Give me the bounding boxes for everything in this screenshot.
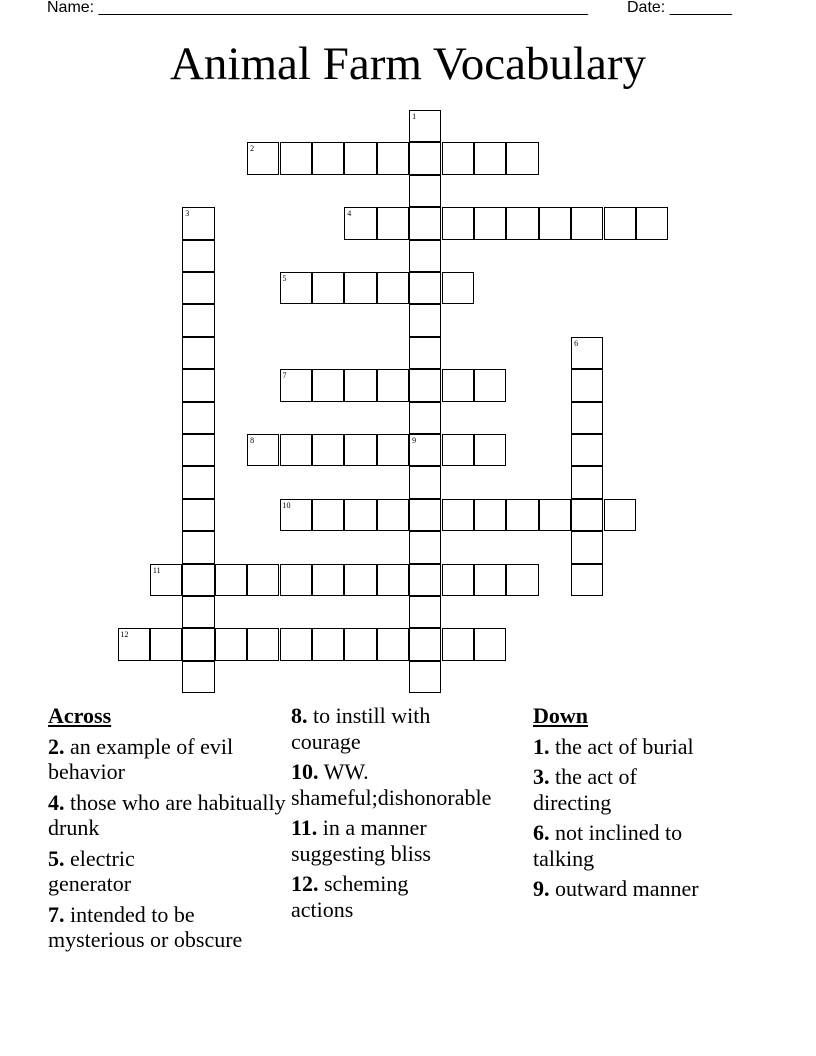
cell-number: 2 — [250, 144, 255, 154]
grid-cell[interactable] — [182, 402, 214, 434]
grid-cell[interactable] — [150, 628, 182, 660]
clue-across-4 — [48, 790, 288, 841]
grid-cell[interactable] — [280, 434, 312, 466]
grid-cell[interactable] — [571, 402, 603, 434]
cell-number: 12 — [120, 630, 129, 640]
cell-number: 6 — [574, 338, 579, 348]
grid-cell[interactable] — [571, 369, 603, 401]
grid-cell[interactable] — [344, 434, 376, 466]
grid-cell[interactable] — [182, 661, 214, 693]
grid-cell[interactable] — [506, 564, 538, 596]
clue-text: intended to be mysterious or obscure — [48, 901, 243, 952]
cell-number: 9 — [412, 436, 417, 445]
grid-cell[interactable] — [344, 499, 376, 531]
clue-number: 2. — [48, 733, 65, 759]
grid-cell[interactable] — [247, 142, 279, 174]
clue-text: in a manner suggesting bliss — [291, 815, 431, 866]
grid-cell[interactable] — [442, 628, 474, 660]
clue-number: 1. — [533, 733, 550, 759]
grid-cell[interactable] — [506, 499, 538, 531]
grid-cell[interactable] — [442, 272, 474, 304]
grid-cell[interactable] — [409, 369, 441, 401]
grid-cell[interactable] — [604, 499, 636, 531]
clue-text: not inclined to talking — [533, 820, 683, 871]
clue-text: scheming actions — [291, 871, 409, 922]
date-blank: _______ — [669, 0, 732, 16]
clue-text: those who are habitually drunk — [48, 789, 286, 840]
grid-cell[interactable] — [474, 499, 506, 531]
grid-cell[interactable] — [182, 499, 214, 531]
grid-cell[interactable] — [344, 272, 376, 304]
grid-cell[interactable] — [539, 499, 571, 531]
clue-number: 10. — [291, 759, 319, 784]
clue-across-5 — [48, 846, 198, 897]
grid-cell[interactable] — [474, 628, 506, 660]
grid-cell[interactable] — [247, 564, 279, 596]
grid-cell[interactable] — [409, 499, 441, 531]
grid-cell[interactable] — [182, 564, 214, 596]
across-heading: Across — [48, 703, 112, 728]
clue-down-6 — [533, 820, 723, 871]
grid-cell[interactable] — [604, 207, 636, 239]
clue-number: 9. — [533, 876, 550, 901]
clue-text: the act of burial — [555, 733, 694, 759]
grid-cell[interactable] — [409, 596, 441, 628]
grid-cell[interactable] — [409, 628, 441, 660]
grid-cell[interactable] — [442, 142, 474, 174]
grid-cell[interactable] — [312, 434, 344, 466]
grid-cell[interactable] — [150, 564, 182, 596]
grid-cell[interactable] — [409, 564, 441, 596]
clue-number: 5. — [48, 845, 65, 871]
name-blank: _______________________________________________________ — [98, 0, 588, 16]
clue-across-8 — [291, 703, 491, 754]
cell-number: 5 — [282, 274, 287, 283]
grid-cell[interactable] — [409, 240, 441, 272]
cell-number: 11 — [152, 565, 161, 575]
grid-cell[interactable] — [506, 207, 538, 239]
across-column-2 — [291, 703, 531, 927]
grid-cell[interactable] — [474, 207, 506, 239]
grid-cell[interactable] — [409, 175, 441, 207]
grid-cell[interactable] — [344, 142, 376, 174]
grid-cell[interactable] — [312, 142, 344, 174]
grid-cell[interactable] — [182, 240, 214, 272]
grid-cell[interactable] — [409, 466, 441, 498]
name-label: Name: — [47, 0, 95, 16]
grid-cell[interactable] — [312, 272, 344, 304]
grid-cell[interactable] — [312, 564, 344, 596]
grid-cell[interactable] — [312, 369, 344, 401]
grid-cell[interactable] — [215, 628, 247, 660]
cell-number: 7 — [282, 371, 287, 381]
grid-cell[interactable] — [474, 564, 506, 596]
clue-down-3 — [533, 764, 683, 815]
grid-cell[interactable] — [442, 499, 474, 531]
grid-cell[interactable] — [182, 596, 214, 628]
grid-cell[interactable] — [409, 110, 441, 142]
grid-cell[interactable] — [571, 207, 603, 239]
grid-cell[interactable] — [377, 628, 409, 660]
grid-cell[interactable] — [377, 207, 409, 239]
grid-cell[interactable] — [409, 304, 441, 336]
clue-number: 6. — [533, 820, 550, 845]
grid-cell[interactable] — [506, 142, 538, 174]
grid-cell[interactable] — [571, 531, 603, 563]
grid-cell[interactable] — [182, 434, 214, 466]
clue-number: 12. — [291, 871, 319, 896]
grid-cell[interactable] — [280, 142, 312, 174]
clue-number: 11. — [291, 815, 318, 840]
grid-cell[interactable] — [182, 531, 214, 563]
grid-cell[interactable] — [247, 628, 279, 660]
cell-number: 3 — [185, 209, 190, 219]
clue-across-2 — [48, 734, 288, 785]
grid-cell[interactable] — [442, 564, 474, 596]
clue-text: WW. shameful;dishonorable — [291, 759, 492, 810]
clue-text: the act of directing — [533, 764, 637, 815]
clue-down-1 — [533, 734, 773, 760]
grid-cell[interactable] — [182, 272, 214, 304]
clue-text: electric generator — [48, 845, 135, 896]
clue-text: to instill with courage — [291, 703, 431, 754]
grid-cell[interactable] — [182, 207, 214, 239]
across-column-1 — [48, 703, 288, 958]
grid-cell[interactable] — [442, 369, 474, 401]
grid-cell[interactable] — [182, 466, 214, 498]
grid-cell[interactable] — [182, 304, 214, 336]
grid-cell[interactable] — [474, 142, 506, 174]
grid-cell[interactable] — [377, 434, 409, 466]
grid-cell[interactable] — [539, 207, 571, 239]
grid-cell[interactable] — [377, 564, 409, 596]
grid-cell[interactable] — [280, 628, 312, 660]
clue-number: 3. — [533, 764, 550, 789]
grid-cell[interactable] — [344, 369, 376, 401]
grid-cell[interactable] — [344, 564, 376, 596]
grid-cell[interactable] — [377, 499, 409, 531]
grid-cell[interactable] — [409, 661, 441, 693]
cell-number: 10 — [282, 500, 291, 510]
grid-cell[interactable] — [312, 628, 344, 660]
grid-cell[interactable] — [571, 499, 603, 531]
grid-cell[interactable] — [280, 564, 312, 596]
clue-across-7 — [48, 902, 288, 953]
grid-cell[interactable] — [247, 434, 279, 466]
grid-cell[interactable] — [312, 499, 344, 531]
grid-cell[interactable] — [571, 337, 603, 369]
cell-number: 4 — [347, 209, 352, 219]
grid-cell[interactable] — [344, 207, 376, 239]
grid-cell[interactable] — [571, 434, 603, 466]
grid-cell[interactable] — [377, 272, 409, 304]
grid-cell[interactable] — [571, 466, 603, 498]
grid-cell[interactable] — [280, 499, 312, 531]
grid-cell[interactable] — [409, 272, 441, 304]
grid-cell[interactable] — [409, 142, 441, 174]
grid-cell[interactable] — [442, 434, 474, 466]
grid-cell[interactable] — [474, 369, 506, 401]
grid-cell[interactable] — [182, 369, 214, 401]
page-title: Animal Farm Vocabulary — [169, 38, 646, 90]
grid-cell[interactable] — [215, 564, 247, 596]
clue-down-9 — [533, 876, 773, 902]
clue-number: 8. — [291, 703, 308, 728]
grid-cell[interactable] — [409, 531, 441, 563]
clue-text: an example of evil behavior — [48, 733, 234, 784]
grid-cell[interactable] — [377, 369, 409, 401]
grid-cell[interactable] — [280, 369, 312, 401]
grid-cell[interactable] — [636, 207, 668, 239]
cell-number: 1 — [412, 112, 417, 121]
grid-cell[interactable] — [409, 337, 441, 369]
grid-cell[interactable] — [377, 142, 409, 174]
clue-across-11 — [291, 815, 471, 866]
clue-across-12 — [291, 871, 451, 922]
date-label: Date: — [627, 0, 666, 16]
cell-number: 8 — [250, 436, 255, 445]
down-column — [533, 703, 773, 907]
clue-across-10 — [291, 759, 492, 810]
grid-cell[interactable] — [571, 564, 603, 596]
grid-cell[interactable] — [409, 207, 441, 239]
down-heading: Down — [533, 703, 589, 728]
grid-cell[interactable] — [344, 628, 376, 660]
grid-cell[interactable] — [442, 207, 474, 239]
clue-number: 7. — [48, 901, 65, 927]
grid-cell[interactable] — [409, 402, 441, 434]
grid-cell[interactable] — [118, 628, 150, 660]
grid-cell[interactable] — [280, 272, 312, 304]
grid-cell[interactable] — [409, 434, 441, 466]
grid-cell[interactable] — [182, 337, 214, 369]
grid-cell[interactable] — [474, 434, 506, 466]
grid-cell[interactable] — [182, 628, 214, 660]
clue-number: 4. — [48, 789, 65, 815]
clue-text: outward manner — [555, 876, 699, 901]
